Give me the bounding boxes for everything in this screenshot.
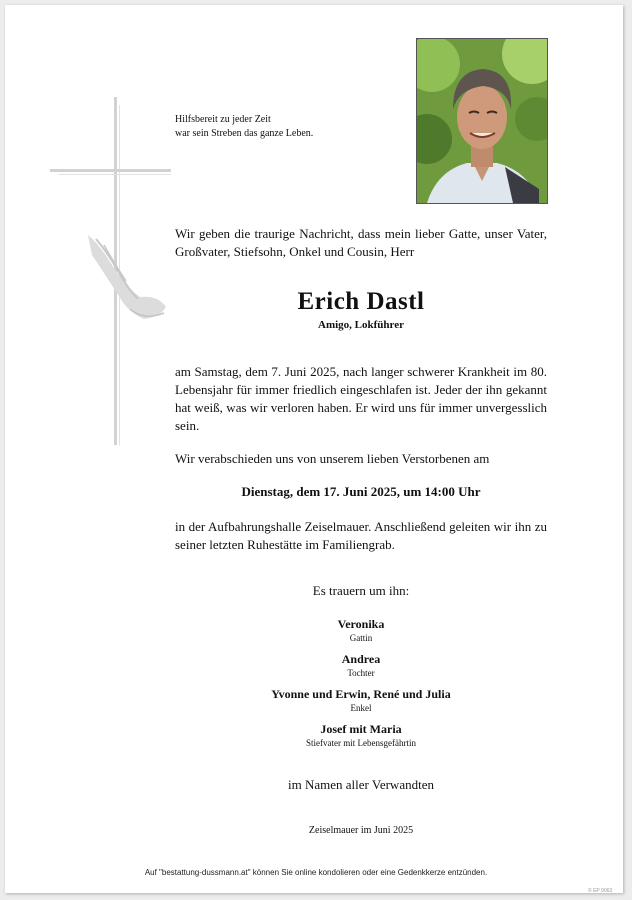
mourner-relation: Enkel: [350, 703, 372, 713]
farewell-text: Wir verabschieden uns von unserem lieben Verstorbenen am: [175, 451, 490, 466]
mourner-relation: Stiefvater mit Lebensgefährtin: [306, 738, 416, 748]
motto: [175, 113, 313, 141]
mourners-title: Es trauern um ihn:: [312, 583, 410, 598]
mourner-3: [175, 687, 547, 714]
mourner-name: Andrea: [341, 652, 381, 666]
mourner-name: Veronika: [337, 617, 385, 631]
mourner-name: Yvonne und Erwin, René und Julia: [271, 687, 451, 701]
ceremony-datetime: Dienstag, dem 17. Juni 2025, um 14:00 Uhr: [241, 484, 481, 499]
portrait-image: [417, 39, 547, 203]
closing-line: im Namen aller Verwandten: [288, 777, 434, 792]
mourner-relation: Gattin: [349, 633, 373, 643]
footer-note: Auf "bestattung-dussmann.at" können Sie online kondolieren oder eine Gedenkkerze entzünden.: [144, 868, 488, 877]
portrait-photo: [416, 38, 548, 204]
passing-text: am Samstag, dem 7. Juni 2025, nach langer schwerer Krankheit im 80. Lebensjahr für immer friedlich eingeschlafen ist. Jeder der ihn gekannt hat weiß, was wir verloren haben. Er wird uns für immer unvergesslich sein.: [175, 364, 547, 433]
motto-line-2: war sein Streben das ganze Leben.: [175, 128, 314, 139]
cross-praying-hands-icon: [48, 95, 173, 450]
mourner-4: [175, 722, 547, 749]
template-code: © EP 9063: [588, 888, 613, 894]
intro-text: Wir geben die traurige Nachricht, dass mein lieber Gatte, unser Vater, Großvater, Stiefsohn, Onkel und Cousin, Herr: [175, 226, 547, 259]
mourner-2: [175, 652, 547, 679]
motto-line-1: Hilfsbereit zu jeder Zeit: [175, 114, 271, 125]
location-text: in der Aufbahrungshalle Zeiselmauer. Anschließend geleiten wir ihn zu seiner letzten Ruhestätte im Familiengrab.: [175, 519, 547, 552]
deceased-subtitle: Amigo, Lokführer: [318, 319, 404, 331]
deceased-name: Erich Dastl: [297, 288, 425, 315]
mourner-1: [175, 617, 547, 644]
place-date: Zeiselmauer im Juni 2025: [308, 825, 414, 836]
mourner-name: Josef mit Maria: [320, 722, 402, 736]
mourner-relation: Tochter: [347, 668, 375, 678]
